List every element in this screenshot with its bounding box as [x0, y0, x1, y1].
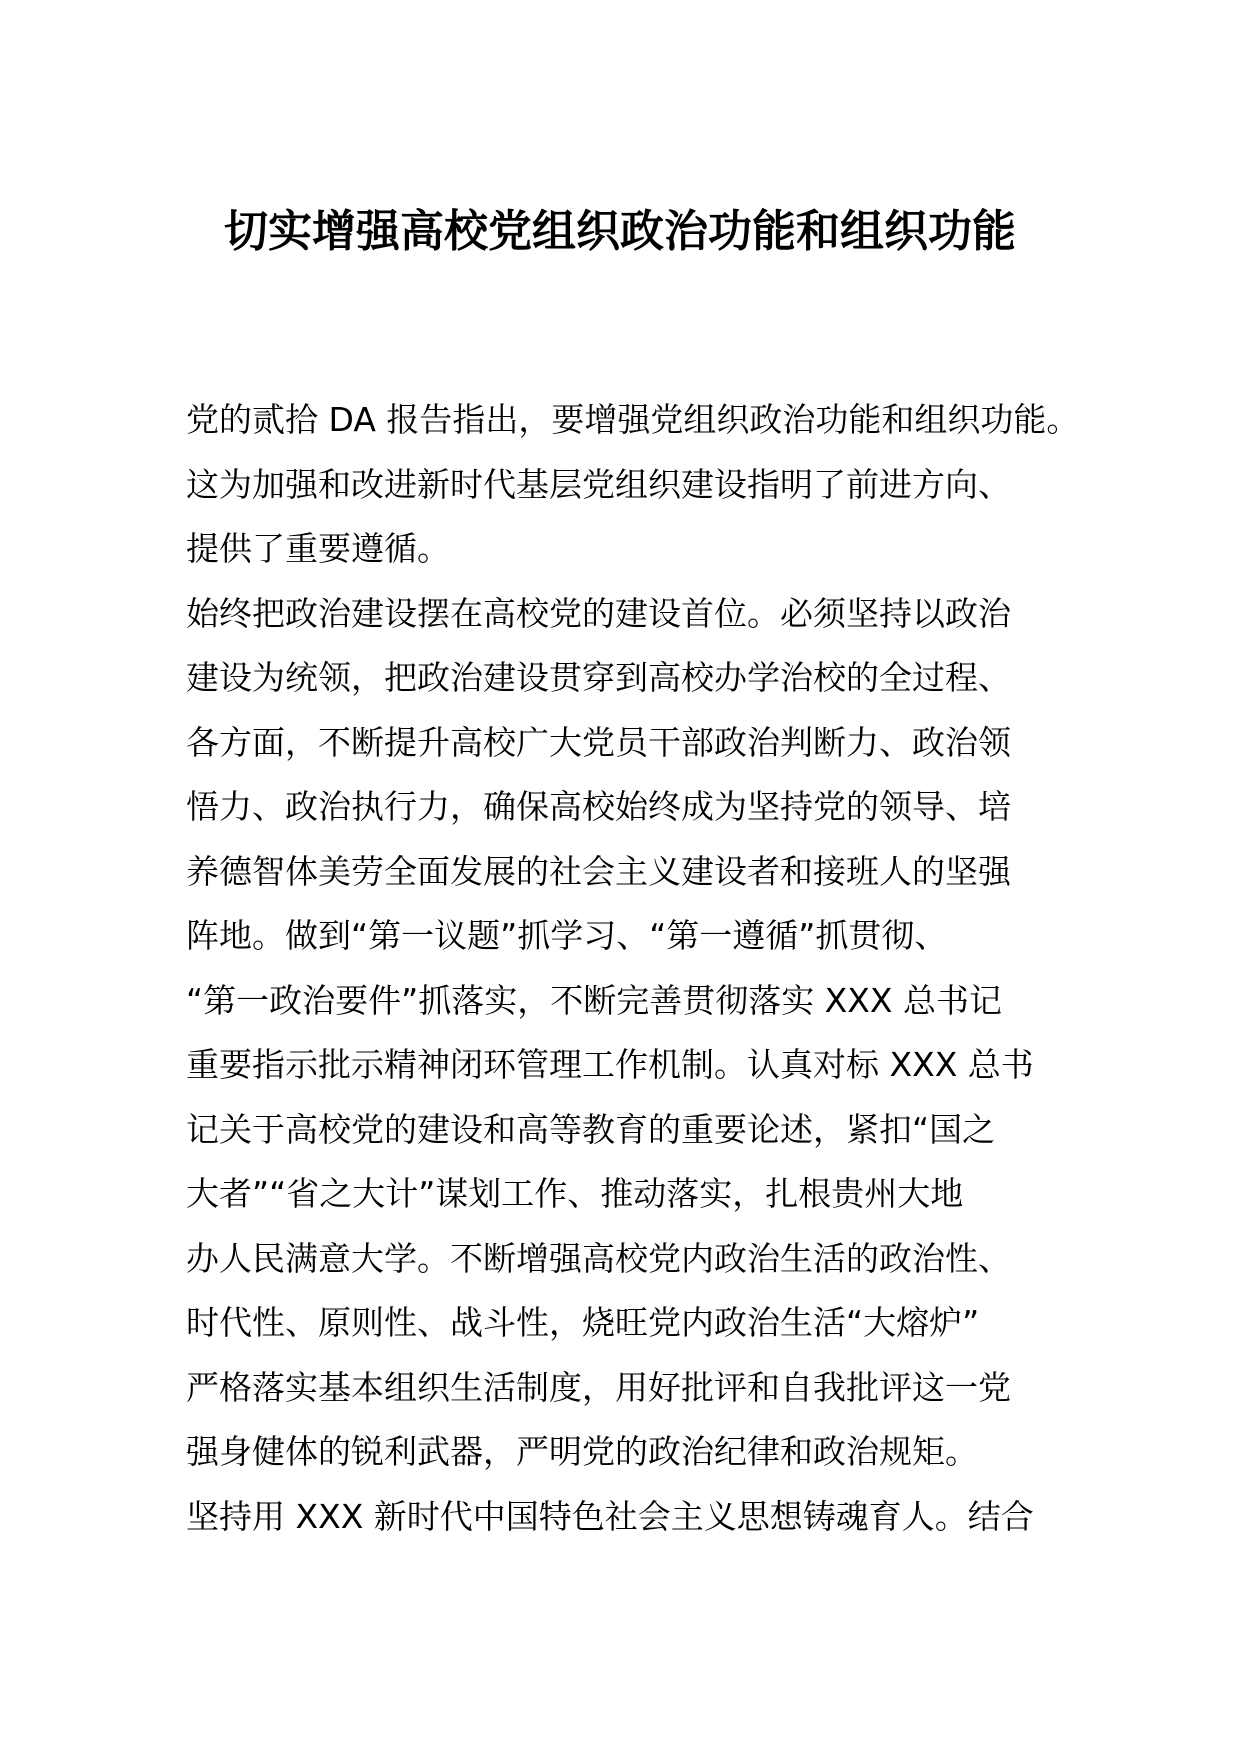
body-line: 始终把政治建设摆在高校党的建设首位。必须坚持以政治	[186, 593, 1011, 633]
body-line: “第一政治要件”抓落实，不断完善贯彻落实 XXX 总书记	[186, 980, 1002, 1020]
body-line: 建设为统领，把政治建设贯穿到高校办学治校的全过程、	[186, 658, 1011, 697]
body-line: 严格落实基本组织生活制度，用好批评和自我批评这一党	[186, 1367, 1011, 1407]
body-line: 强身健体的锐利武器，严明党的政治纪律和政治规矩。	[186, 1432, 978, 1471]
body-line: 坚持用 XXX 新时代中国特色社会主义思想铸魂育人。结合	[186, 1496, 1034, 1536]
body-line: 记关于高校党的建设和高等教育的重要论述，紧扣“国之	[186, 1109, 996, 1149]
body-line: 重要指示批示精神闭环管理工作机制。认真对标 XXX 总书	[186, 1045, 1034, 1084]
body-line: 办人民满意大学。不断增强高校党内政治生活的政治性、	[186, 1238, 1011, 1278]
body-line: 各方面，不断提升高校广大党员干部政治判断力、政治领	[186, 722, 1011, 762]
body-line: 阵地。做到“第一议题”抓学习、“第一遵循”抓贯彻、	[186, 916, 948, 955]
document-body	[186, 388, 1080, 1549]
body-line: 大者”“省之大计”谋划工作、推动落实，扎根贵州大地	[186, 1174, 964, 1213]
body-line: 党的贰拾 DA 报告指出，要增强党组织政治功能和组织功能。	[186, 400, 1080, 439]
body-line: 提供了重要遵循。	[186, 529, 450, 568]
body-line: 时代性、原则性、战斗性，烧旺党内政治生活“大熔炉”	[186, 1303, 980, 1342]
document-title: 切实增强高校党组织政治功能和组织功能	[224, 206, 1016, 257]
body-line: 悟力、政治执行力，确保高校始终成为坚持党的领导、培	[186, 787, 1011, 826]
body-line: 养德智体美劳全面发展的社会主义建设者和接班人的坚强	[186, 851, 1011, 891]
body-line: 这为加强和改进新时代基层党组织建设指明了前进方向、	[186, 464, 1011, 504]
